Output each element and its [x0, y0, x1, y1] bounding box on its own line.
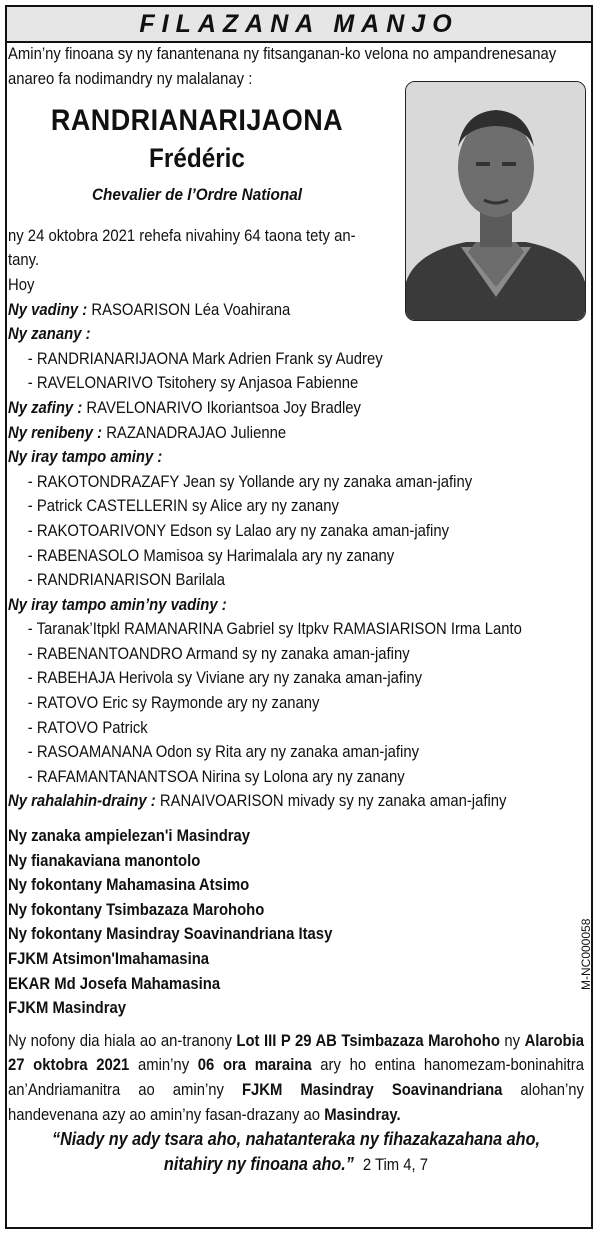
quote-line-1: “Niady ny ady tsara aho, nahatanteraka ny fihazakazahana aho,: [52, 1129, 540, 1150]
hoy-word: Hoy: [8, 275, 35, 294]
deceased-last-name: RANDRIANARIJAONA: [50, 104, 344, 138]
family-label: Ny iray tampo aminy :: [8, 448, 163, 467]
family-row: [8, 298, 519, 323]
deceased-first-name: Frédéric: [149, 143, 245, 174]
funeral-text: ny: [499, 1031, 525, 1050]
family-row: [8, 322, 519, 347]
funeral-time: 06 ora maraina: [197, 1056, 312, 1075]
family-member: - RASOAMANANA Odon sy Rita ary ny zanaka aman-jafiny: [27, 743, 420, 762]
deceased-name-block: [8, 101, 386, 208]
funeral-text: amin’ny: [129, 1056, 198, 1075]
funeral-church: FJKM Masindray Soavinandriana: [241, 1080, 503, 1099]
family-member: - RAVELONARIVO Tsitohery sy Anjasoa Fabienne: [27, 374, 359, 393]
family-value: RANAIVOARISON mivady sy ny zanaka aman-jafiny: [159, 792, 507, 811]
family-member: - RATOVO Patrick: [27, 718, 148, 737]
death-date-line: ny 24 oktobra 2021 rehefa nivahiny 64 taona tety an-tany.: [8, 226, 356, 270]
family-list: [8, 298, 522, 814]
family-member: - RABEHAJA Herivola sy Viviane ary ny zanaka aman-jafiny: [27, 669, 423, 688]
notice-header: FILAZANA MANJO: [7, 7, 591, 43]
family-member: - RABENANTOANDRO Armand sy ny zanaka aman-jafiny: [27, 644, 410, 663]
family-row: [8, 421, 519, 446]
family-row: [8, 593, 519, 618]
family-row: [8, 445, 519, 470]
family-row: [8, 396, 519, 421]
funeral-text: ary ho entina hanomezam-boninahitra an’Andriamanitra ao amin’ny: [8, 1056, 584, 1099]
family-member: - Patrick CASTELLERIN sy Alice ary ny zanany: [27, 497, 339, 516]
organization-item: EKAR Md Josefa Mahamasina: [8, 974, 221, 993]
reference-code: M-NC000058: [579, 918, 593, 990]
family-label: Ny rahalahin-drainy :: [8, 792, 156, 811]
organization-item: Ny fokontany Masindray Soavinandriana Itasy: [8, 925, 333, 944]
family-member: - RAKOTOARIVONY Edson sy Lalao ary ny zanaka aman-jafiny: [27, 521, 450, 540]
organization-item: Ny fokontany Tsimbazaza Marohoho: [8, 900, 265, 919]
notice-content: [8, 42, 584, 1177]
organization-item: FJKM Atsimon'Imahamasina: [8, 950, 210, 968]
family-value: RAZANADRAJAO Julienne: [106, 423, 287, 442]
organizations-list: [8, 824, 519, 1021]
funeral-paragraph: [8, 1029, 584, 1127]
funeral-text: Ny nofony dia hiala ao an-tranony: [8, 1031, 237, 1050]
family-label: Ny iray tampo amin’ny vadiny :: [8, 595, 227, 614]
family-member: - RANDRIANARISON Barilala: [27, 571, 226, 590]
quote-line-2: nitahiry ny finoana aho.”: [163, 1153, 354, 1174]
bible-quote: [8, 1127, 584, 1177]
family-label: Ny zanany :: [8, 325, 91, 344]
family-member: - RANDRIANARIJAONA Mark Adrien Frank sy Audrey: [27, 349, 383, 368]
intro-text: Amin’ny finoana sy ny fanantenana ny fitsanganan-ko velona no ampandrenesanay anareo fa nodimandry ny malalanay :: [8, 45, 557, 88]
family-row: [8, 789, 519, 814]
family-member: - RATOVO Eric sy Raymonde ary ny zanany: [27, 694, 320, 713]
funeral-address: Lot III P 29 AB Tsimbazaza Marohoho: [236, 1031, 500, 1050]
quote-reference: 2 Tim 4, 7: [362, 1155, 429, 1174]
deceased-title: Chevalier de l’Ordre National: [91, 185, 303, 205]
burial-place: Masindray.: [324, 1105, 401, 1124]
family-value: RASOARISON Léa Voahirana: [91, 300, 291, 319]
family-member: - RABENASOLO Mamisoa sy Harimalala ary ny zanany: [27, 546, 395, 565]
family-member: - Taranak’Itpkl RAMANARINA Gabriel sy Itpkv RAMASIARISON Irma Lanto: [27, 620, 522, 639]
family-label: Ny zafiny :: [8, 398, 83, 417]
family-label: Ny vadiny :: [8, 300, 88, 319]
family-member: - RAFAMANTANANTSOA Nirina sy Lolona ary ny zanany: [27, 767, 405, 786]
organization-item: Ny fokontany Mahamasina Atsimo: [8, 876, 250, 895]
funeral-date: Alarobia 27 oktobra 2021: [8, 1031, 584, 1075]
organization-item: FJKM Masindray: [8, 999, 127, 1018]
family-value: RAVELONARIVO Ikoriantsoa Joy Bradley: [86, 398, 361, 417]
organization-item: Ny fianakaviana manontolo: [8, 851, 201, 870]
family-member: - RAKOTONDRAZAFY Jean sy Yollande ary ny zanaka aman-jafiny: [27, 472, 473, 491]
organization-item: Ny zanaka ampielezan'i Masindray: [8, 827, 251, 846]
family-label: Ny renibeny :: [8, 423, 103, 442]
funeral-text: alohan’ny handevenana azy ao amin’ny fasan-drazany ao: [8, 1080, 584, 1124]
